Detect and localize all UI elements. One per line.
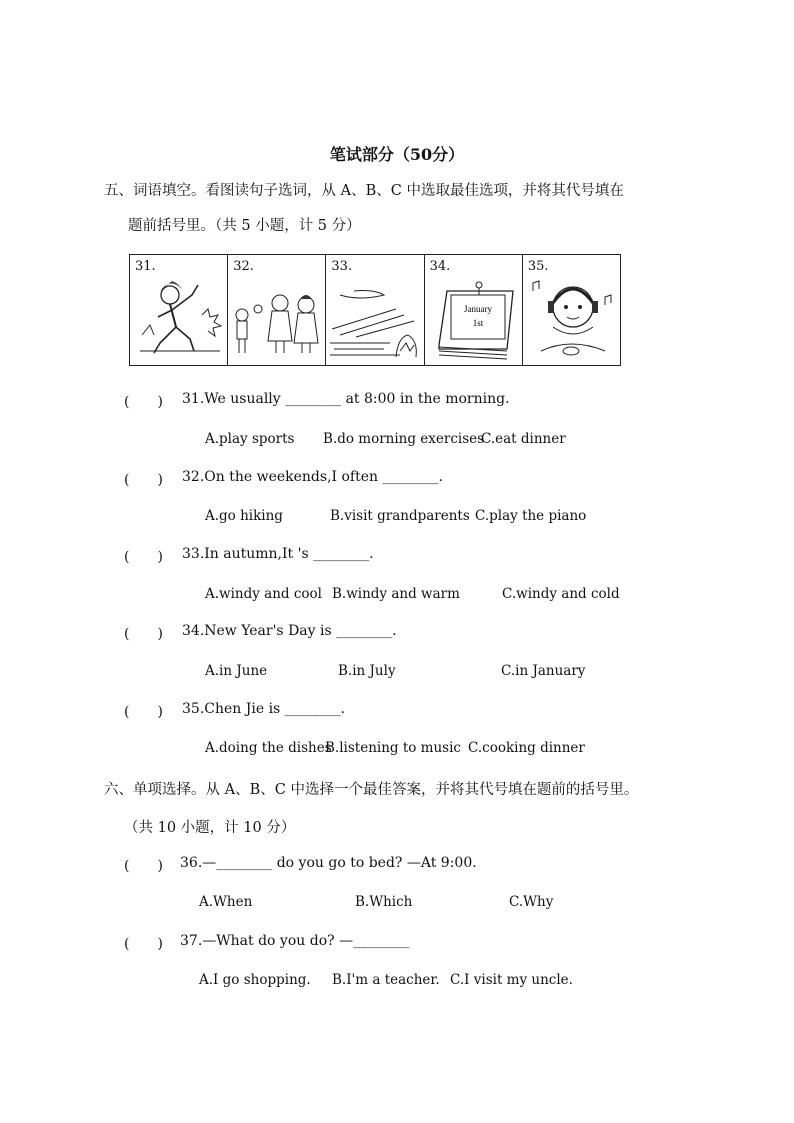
picture-number: 32. (233, 259, 254, 274)
option-b: B.visit grandparents (330, 508, 470, 524)
page-title: 笔试部分（50分） (329, 145, 465, 164)
section-6-heading-cont: （共 10 小题，计 10 分） (124, 820, 296, 836)
option-a: A.play sports (205, 431, 295, 447)
option-b: B.Which (355, 894, 413, 910)
picture-number: 33. (331, 259, 353, 274)
answer-bracket[interactable]: ( ) (124, 858, 163, 874)
question-33: 33.In autumn,It 's ________. (182, 546, 374, 562)
section-5-heading: 五、词语填空。看图读句子选词，从 A、B、C 中选取最佳选项，并将其代号填在 (104, 183, 624, 199)
answer-bracket[interactable]: ( ) (124, 472, 163, 488)
calendar-day-label: 1st (472, 318, 483, 328)
section-5-heading-cont: 题前括号里。（共 5 小题，计 5 分） (128, 218, 361, 234)
picture-number: 35. (527, 259, 549, 274)
girl-headphones-music-icon (523, 255, 621, 365)
question-35: 35.Chen Jie is ________. (182, 701, 346, 717)
option-b: B.I'm a teacher. (332, 972, 440, 988)
option-a: A.go hiking (205, 508, 283, 524)
question-34: 34.New Year's Day is ________. (182, 623, 397, 639)
option-b: B.windy and warm (332, 586, 460, 602)
option-c: C.eat dinner (481, 431, 566, 447)
calendar-icon (425, 255, 523, 365)
option-a: A.When (199, 894, 253, 910)
option-b: B.do morning exercises (323, 431, 485, 447)
answer-bracket[interactable]: ( ) (124, 704, 163, 720)
section-6-heading: 六、单项选择。从 A、B、C 中选择一个最佳答案，并将其代号填在题前的括号里。 (104, 782, 639, 798)
girl-exercising-icon (130, 255, 228, 365)
question-32: 32.On the weekends,I often ________. (182, 469, 443, 485)
question-37: 37.—What do you do? —________ (180, 933, 410, 949)
calendar-month-label: January (463, 304, 492, 314)
option-a: A.I go shopping. (199, 972, 311, 988)
option-a: A.doing the dishes (205, 740, 332, 756)
picture-cell-35 (523, 255, 620, 365)
picture-number: 31. (135, 259, 156, 274)
question-31: 31.We usually ________ at 8:00 in the morning. (182, 391, 510, 407)
answer-bracket[interactable]: ( ) (124, 394, 163, 410)
option-c: C.I visit my uncle. (450, 972, 573, 988)
picture-cell-33 (326, 255, 424, 365)
family-grandparents-icon (228, 255, 326, 365)
picture-table (129, 254, 621, 366)
picture-cell-31 (130, 255, 228, 365)
option-c: C.windy and cold (502, 586, 620, 602)
option-c: C.Why (509, 894, 554, 910)
option-a: A.windy and cool (205, 586, 322, 602)
option-c: C.play the piano (475, 508, 587, 524)
answer-bracket[interactable]: ( ) (124, 626, 163, 642)
option-c: C.in January (501, 663, 586, 679)
option-b: B.in July (338, 663, 396, 679)
option-a: A.in June (205, 663, 268, 679)
windy-landscape-icon (326, 255, 424, 365)
picture-number: 34. (429, 259, 451, 274)
answer-bracket[interactable]: ( ) (124, 549, 163, 565)
option-c: C.cooking dinner (468, 740, 585, 756)
option-b: B.listening to music (325, 740, 461, 756)
picture-cell-32 (228, 255, 326, 365)
picture-cell-34 (425, 255, 523, 365)
question-36: 36.—________ do you go to bed? —At 9:00. (180, 855, 477, 871)
answer-bracket[interactable]: ( ) (124, 936, 163, 952)
